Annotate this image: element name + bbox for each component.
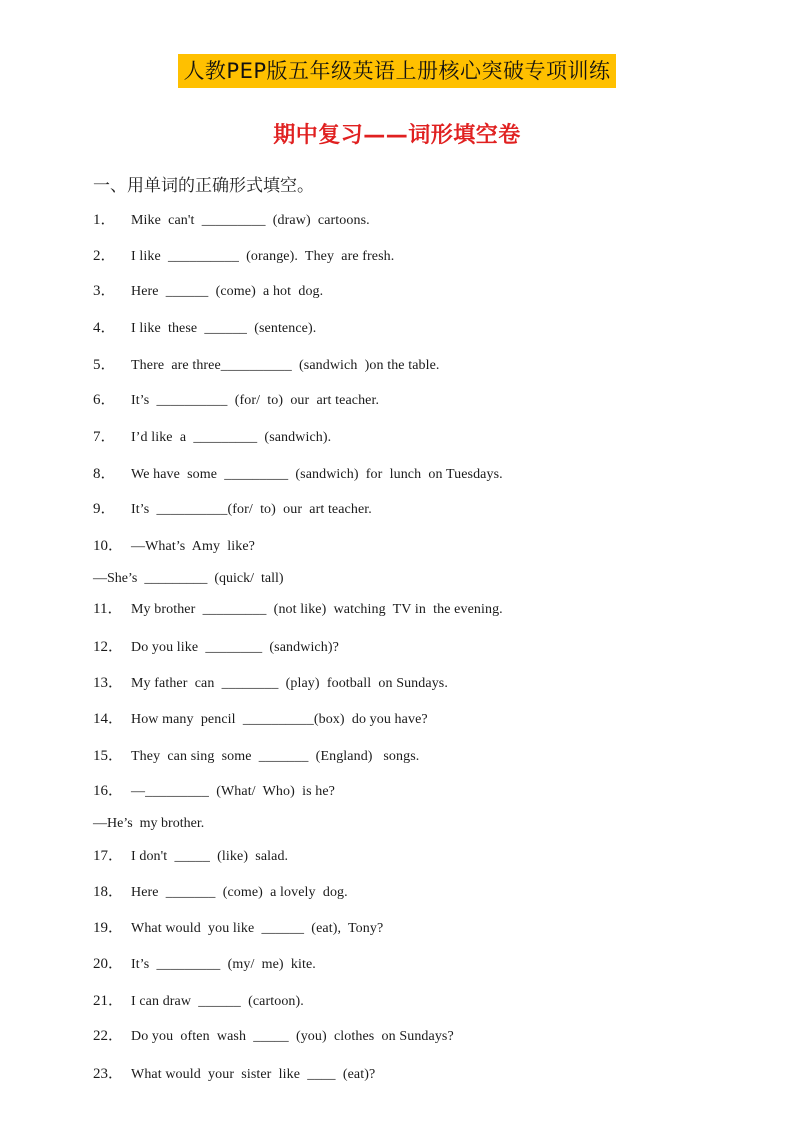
question-text: What would your sister like ____ (eat)? xyxy=(131,1067,376,1082)
question-text: My brother _________ (not like) watching TV in the evening. xyxy=(131,602,503,617)
question-item xyxy=(93,536,255,556)
answer-line: —She’s _________ (quick/ tall) xyxy=(93,571,284,586)
question-number: 21． xyxy=(93,993,124,1009)
question-number: 7． xyxy=(93,429,116,445)
question-text: There are three__________ (sandwich )on the table. xyxy=(131,358,440,373)
answer-line: —He’s my brother. xyxy=(93,816,205,831)
question-text: Here ______ (come) a hot dog. xyxy=(131,284,324,299)
question-item xyxy=(93,1064,375,1084)
question-item xyxy=(93,599,503,619)
question-number: 17． xyxy=(93,848,124,864)
question-item xyxy=(93,746,419,766)
question-text: I can draw ______ (cartoon). xyxy=(131,994,304,1009)
question-number: 18． xyxy=(93,884,124,900)
question-item xyxy=(93,355,440,375)
document-title: 人教PEP版五年级英语上册核心突破专项训练 xyxy=(178,54,615,88)
question-item xyxy=(93,882,348,902)
question-number: 22． xyxy=(93,1028,124,1044)
question-number: 20． xyxy=(93,956,124,972)
question-number: 14． xyxy=(93,711,124,727)
question-text: What would you like ______ (eat), Tony? xyxy=(131,921,384,936)
question-number: 12． xyxy=(93,639,124,655)
question-text: Mike can't _________ (draw) cartoons. xyxy=(131,213,370,228)
document-subtitle: 期中复习——词形填空卷 xyxy=(273,123,521,148)
question-number: 3． xyxy=(93,283,116,299)
question-text: I’d like a _________ (sandwich). xyxy=(131,430,332,445)
section-heading: 一、用单词的正确形式填空。 xyxy=(93,176,314,196)
question-text: How many pencil __________(box) do you have? xyxy=(131,712,428,727)
question-number: 15． xyxy=(93,748,124,764)
question-number: 10． xyxy=(93,538,124,554)
question-text: It’s _________ (my/ me) kite. xyxy=(131,957,316,972)
question-text: It’s __________ (for/ to) our art teacher. xyxy=(131,393,380,408)
question-item xyxy=(93,709,428,729)
question-item xyxy=(93,246,394,266)
question-number: 4． xyxy=(93,320,116,336)
question-text: We have some _________ (sandwich) for lunch on Tuesdays. xyxy=(131,467,503,482)
question-item xyxy=(93,427,331,447)
question-number: 13． xyxy=(93,675,124,691)
question-text: My father can ________ (play) football on Sundays. xyxy=(131,676,448,691)
question-text: I don't _____ (like) salad. xyxy=(131,849,289,864)
question-number: 23． xyxy=(93,1066,124,1082)
question-item xyxy=(93,781,335,801)
question-item xyxy=(93,918,383,938)
question-item xyxy=(93,991,304,1011)
question-number: 9． xyxy=(93,501,116,517)
question-item xyxy=(93,954,316,974)
question-number: 19． xyxy=(93,920,124,936)
question-number: 2． xyxy=(93,248,116,264)
question-text: It’s __________(for/ to) our art teacher. xyxy=(131,502,372,517)
question-number: 8． xyxy=(93,466,116,482)
question-text: I like these ______ (sentence). xyxy=(131,321,317,336)
question-number: 6． xyxy=(93,392,116,408)
question-text: Do you often wash _____ (you) clothes on Sundays? xyxy=(131,1029,454,1044)
question-item xyxy=(93,318,316,338)
question-number: 16． xyxy=(93,783,124,799)
question-text: They can sing some _______ (England) songs. xyxy=(131,749,420,764)
question-number: 5． xyxy=(93,357,116,373)
question-text: Do you like ________ (sandwich)? xyxy=(131,640,339,655)
question-text: I like __________ (orange). They are fresh. xyxy=(131,249,395,264)
question-item xyxy=(93,673,448,693)
question-item xyxy=(93,637,339,657)
title-wrap xyxy=(0,54,794,88)
question-number: 1． xyxy=(93,212,116,228)
question-item xyxy=(93,846,288,866)
question-text: Here _______ (come) a lovely dog. xyxy=(131,885,348,900)
question-text: —_________ (What/ Who) is he? xyxy=(131,784,335,799)
question-text: —What’s Amy like? xyxy=(131,539,255,554)
question-item xyxy=(93,390,379,410)
question-number: 11． xyxy=(93,601,123,617)
question-item xyxy=(93,210,370,230)
question-item xyxy=(93,281,323,301)
question-item xyxy=(93,499,372,519)
question-item xyxy=(93,1026,454,1046)
question-item xyxy=(93,464,503,484)
subtitle-wrap xyxy=(0,118,794,149)
